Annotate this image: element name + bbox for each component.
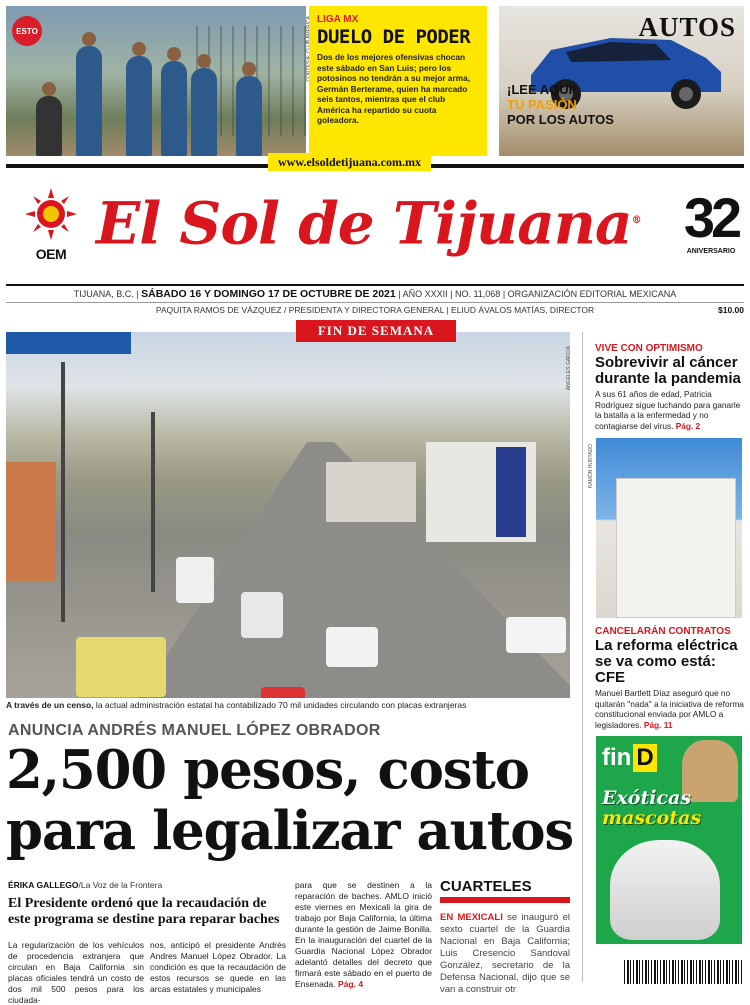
- sports-kicker: LIGA MX: [317, 14, 359, 25]
- autos-cta[interactable]: [507, 82, 637, 127]
- player-figure: [76, 46, 102, 156]
- staff-credits: PAQUITA RAMOS DE VÁZQUEZ / PRESIDENTA Y DIRECTORA GENERAL | ELIUD ÁVALOS MATÍAS, DIRECTOR: [155, 305, 595, 315]
- story2-body: Manuel Bartlett Díaz aseguró que no quitarán "nada" a la iniciativa de reforma constitucional enviada por AMLO a legisladores.: [595, 688, 744, 730]
- main-photo[interactable]: [6, 332, 570, 698]
- story2-text: [595, 688, 745, 730]
- article-column-3: [295, 880, 432, 990]
- newspaper-title-text: El Sol de Tijuana: [96, 189, 632, 258]
- main-headline[interactable]: 2,500 pesos, costo para legalizar autos: [6, 739, 573, 862]
- main-photo-credit: ÁNGELES GARCÍA: [566, 346, 572, 391]
- main-deck: El Presidente ordenó que la recaudación de este programa se destine para reparar baches: [8, 896, 280, 927]
- sidebar-story-cfe[interactable]: [595, 626, 745, 730]
- billboard: [6, 332, 131, 354]
- promo-strip: [6, 6, 744, 168]
- sports-headline: DUELO DE PODER: [317, 26, 471, 48]
- sun-emblem-icon: [25, 188, 77, 240]
- autos-title: AUTOS: [638, 12, 736, 42]
- dateline-issue: NO. 11,068: [454, 289, 501, 299]
- dateline-year: AÑO XXXII: [402, 289, 448, 299]
- vehicle: [176, 557, 214, 603]
- house-image: [616, 478, 736, 618]
- article-column-2: nos, anticipó el presidente Andrés Andres Manuel López Obrador. La condición es que la recaudación de estos recursos se quede en las arcas estatales y municipales: [150, 940, 286, 994]
- cuarteles-tag: EN MEXICALI: [440, 912, 503, 923]
- dateline-city: TIJUANA, B.C.: [73, 289, 134, 299]
- sports-body: Dos de los mejores ofensivas chocan este sábado en San Luis; pero los potosinos no tendrán a su mejor arma, Germán Berterame, quien ha marcado seis tantos, mientras que el club América ha repartido su cuota goleadora.: [317, 52, 471, 125]
- article-column-1: La regularización de los vehículos de procedencia extranjera que circulan en Baja California sin placas oficiales tendrá un costo de dos mil 500 pesos para los ciudada-: [8, 940, 144, 1005]
- autos-cta-line-1: ¡LEE AQUÍ!: [507, 82, 577, 97]
- anniversary-label: ANIVERSARIO: [686, 248, 736, 255]
- website-link[interactable]: www.elsoldetijuana.com.mx: [268, 153, 431, 171]
- autos-cta-line-2: TU PASIÓN: [507, 97, 577, 112]
- autos-cta-line-3: POR LOS AUTOS: [507, 112, 614, 127]
- player-figure: [126, 56, 152, 156]
- fin-de-semana-banner: FIN DE SEMANA: [296, 320, 456, 342]
- barcode: [624, 960, 742, 984]
- article-column-3-text: para que se destinen a la reparación de baches. AMLO inició este viernes en Mexicali la gira de trabajo por Baja California, la última durante la gestión de Jaime Bonilla. En la inauguración del cuartel de la Guardia Nacional López Obrador adelantó detalles del decreto que firmará este sábado en el puerto de Ensenada.: [295, 880, 432, 989]
- fin-magazine-promo[interactable]: [596, 736, 742, 944]
- fin-title-line-1: Exóticas: [602, 787, 692, 809]
- sidebar-photo-credit: RAMÓN HURTADO: [588, 444, 594, 489]
- player-figure: [161, 61, 187, 156]
- vehicle: [506, 617, 566, 653]
- esto-logo: ESTO: [12, 16, 42, 46]
- fin-logo: [602, 744, 657, 772]
- tiger-image: [610, 840, 720, 940]
- byline: [8, 880, 162, 890]
- staff-line: [6, 303, 744, 318]
- sports-promo-photo[interactable]: [6, 6, 306, 156]
- sports-promo-box[interactable]: [309, 6, 487, 156]
- anniversary-number: 32: [683, 186, 739, 249]
- dateline: TIJUANA, B.C. | SÁBADO 16 Y DOMINGO 17 DE OCTUBRE DE 2021 | AÑO XXXII | NO. 11,068 | ORGANIZACIÓN EDITORIAL MEXICANA: [6, 284, 744, 303]
- main-kicker: ANUNCIA ANDRÉS MANUEL LÓPEZ OBRADOR: [8, 722, 381, 739]
- building: [6, 462, 56, 582]
- story1-title: Sobrevivir al cáncer durante la pandemia: [595, 354, 741, 387]
- newspaper-title[interactable]: [96, 176, 676, 268]
- cuarteles-body: se inauguró el sexto cuartel de la Guardia Nacional en Baja California; Luis Cresencio Sandoval González, secretario de la Defensa Nacional, dijo que se van a construir otr: [440, 912, 570, 995]
- building: [326, 462, 416, 522]
- story1-text: [595, 389, 745, 431]
- sidebar-photo[interactable]: [596, 438, 742, 618]
- caption-lead: A través de un censo,: [6, 700, 94, 710]
- byline-outlet: /La Voz de la Frontera: [78, 880, 163, 890]
- story2-page-ref[interactable]: Pág. 11: [643, 719, 673, 730]
- photo-caption: [6, 700, 570, 710]
- utility-pole: [151, 412, 155, 592]
- cuarteles-text: [440, 912, 570, 996]
- story1-kicker: VIVE CON OPTIMISMO: [595, 343, 703, 354]
- player-figure: [36, 96, 62, 156]
- dateline-org: ORGANIZACIÓN EDITORIAL MEXICANA: [507, 289, 677, 299]
- player-figure: [236, 76, 262, 156]
- vehicle: [261, 687, 305, 698]
- dateline-date: SÁBADO 16 Y DOMINGO 17 DE OCTUBRE DE 2021: [141, 288, 396, 300]
- sidebar-story-cancer[interactable]: [595, 343, 745, 431]
- page-reference[interactable]: Pág. 4: [338, 979, 364, 989]
- gas-sign: [496, 447, 526, 537]
- vehicle: [326, 627, 378, 667]
- caption-text: la actual administración estatal ha contabilizado 70 mil unidades circulando con placas extranjeras: [93, 700, 467, 710]
- vehicle: [241, 592, 283, 638]
- story2-title: La reforma eléctrica se va como está: CFE: [595, 637, 738, 686]
- story1-body: A sus 61 años de edad, Patricia Rodríguez sigue luchando para ganarle la batalla a la enfermedad y no contagiarse del virus.: [595, 389, 741, 431]
- story1-page-ref[interactable]: Pág. 2: [675, 420, 701, 431]
- registered-mark: ®: [631, 215, 641, 226]
- utility-pole: [61, 362, 65, 622]
- fin-title: [602, 788, 701, 828]
- oem-text: OEM: [35, 246, 67, 262]
- player-figure: [191, 68, 217, 156]
- price: $10.00: [718, 305, 744, 315]
- story2-kicker: CANCELARÁN CONTRATOS: [595, 626, 731, 637]
- vehicle: [76, 637, 166, 697]
- oem-logo: [22, 188, 80, 262]
- anniversary-badge: [680, 188, 742, 255]
- cuarteles-heading: CUARTELES: [440, 878, 570, 903]
- fin-logo-text: fin: [602, 744, 632, 771]
- byline-author: ÉRIKA GALLEGO: [8, 880, 79, 890]
- autos-promo[interactable]: [499, 6, 744, 156]
- fin-logo-letter: D: [633, 744, 656, 772]
- sidebar-divider: [582, 332, 583, 982]
- fin-title-line-2: mascotas: [602, 807, 702, 829]
